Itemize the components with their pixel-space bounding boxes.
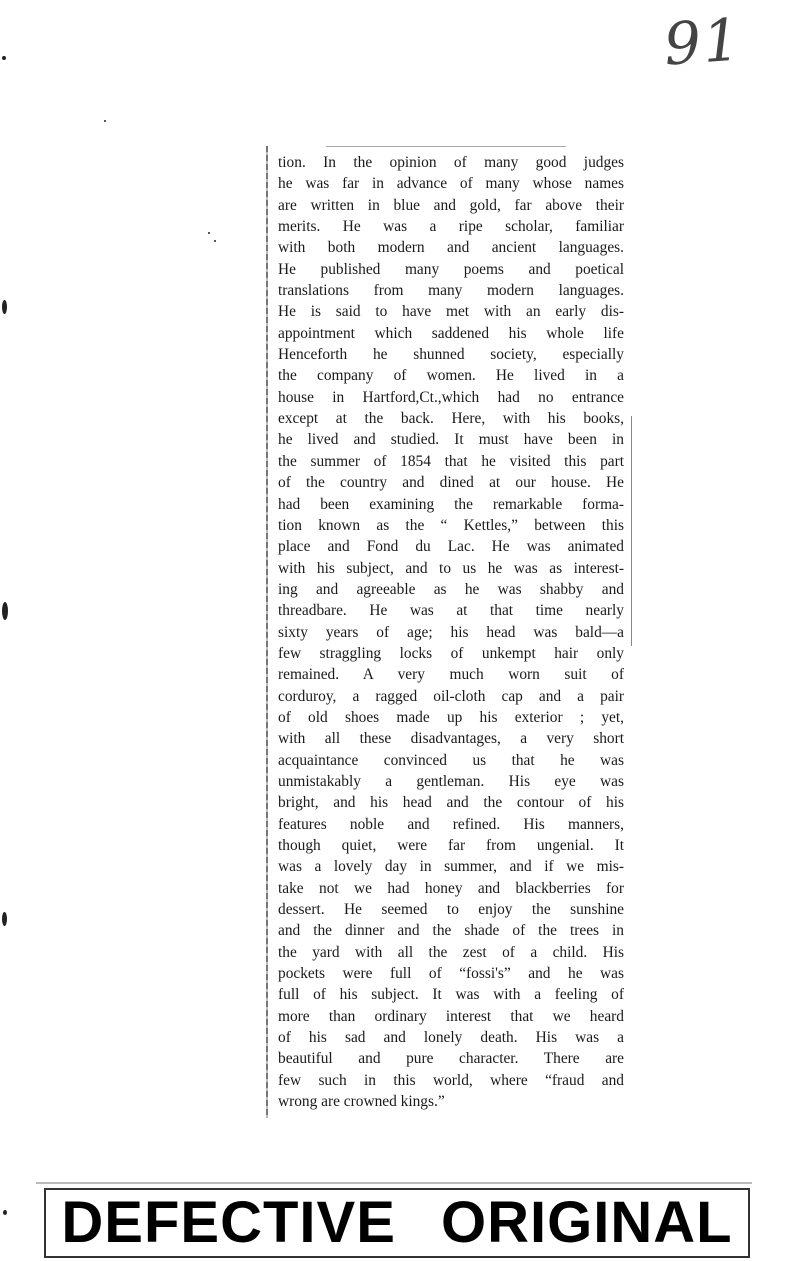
article-line: the yard with all the zest of a child. His <box>278 943 624 961</box>
article-line: unmistakably a gentleman. His eye was <box>278 772 624 790</box>
scan-speck <box>2 912 7 926</box>
article-line: of the country and dined at our house. He <box>278 474 624 492</box>
defective-original-stamp <box>44 1188 750 1258</box>
scan-speck <box>214 240 216 242</box>
newspaper-clipping <box>266 146 632 1118</box>
article-line: He is said to have met with an early dis- <box>278 303 624 321</box>
article-line: sixty years of age; his head was bald—a <box>278 623 624 641</box>
article-line: features noble and refined. His manners, <box>278 815 624 833</box>
article-line: translations from many modern languages. <box>278 282 624 300</box>
article-line: acquaintance convinced us that he was <box>278 751 624 769</box>
article-line: ing and agreeable as he was shabby and <box>278 580 624 598</box>
scan-speck <box>3 1210 7 1215</box>
article-line: house in Hartford,Ct.,which had no entrance <box>278 388 624 406</box>
article-line: of old shoes made up his exterior ; yet, <box>278 708 624 726</box>
article-line: corduroy, a ragged oil-cloth cap and a pair <box>278 687 624 705</box>
article-line: full of his subject. It was with a feeling of <box>278 986 624 1004</box>
scan-speck <box>208 232 210 234</box>
article-line: place and Fond du Lac. He was animated <box>278 538 624 556</box>
article-line: few such in this world, where “fraud and <box>278 1071 624 1089</box>
article-line: of his sad and lonely death. His was a <box>278 1029 624 1047</box>
scan-speck <box>2 602 8 620</box>
article-line: with all these disadvantages, a very short <box>278 730 624 748</box>
article-line: except at the back. Here, with his books, <box>278 410 624 428</box>
article-line: he was far in advance of many whose names <box>278 175 624 193</box>
handwritten-page-number: 91 <box>661 5 745 79</box>
article-line: and the dinner and the shade of the trees in <box>278 922 624 940</box>
scan-speck <box>2 56 6 60</box>
article-line: remained. A very much worn suit of <box>278 666 624 684</box>
article-body <box>278 152 624 1112</box>
scan-speck <box>104 120 106 122</box>
article-line: the summer of 1854 that he visited this part <box>278 452 624 470</box>
article-line: merits. He was a ripe scholar, familiar <box>278 218 624 236</box>
stamp-label: DEFECTIVE ORIGINAL <box>61 1190 733 1255</box>
article-line: dessert. He seemed to enjoy the sunshine <box>278 901 624 919</box>
article-line: pockets were full of “fossi's” and he was <box>278 965 624 983</box>
article-line: tion. In the opinion of many good judges <box>278 154 624 171</box>
article-line: he lived and studied. It must have been in <box>278 431 624 449</box>
article-line: more than ordinary interest that we heard <box>278 1007 624 1025</box>
article-line: beautiful and pure character. There are <box>278 1050 624 1068</box>
article-line: with both modern and ancient languages. <box>278 239 624 257</box>
article-line: He published many poems and poetical <box>278 260 624 278</box>
stamp-top-rule <box>36 1182 752 1184</box>
article-line: threadbare. He was at that time nearly <box>278 602 624 620</box>
article-line: are written in blue and gold, far above their <box>278 196 624 214</box>
article-line: take not we had honey and blackberries for <box>278 879 624 897</box>
clipping-left-edge <box>266 146 268 1118</box>
article-line: the company of women. He lived in a <box>278 367 624 385</box>
article-line: with his subject, and to us he was as interest- <box>278 559 624 577</box>
clipping-right-edge <box>631 416 632 646</box>
article-line: appointment which saddened his whole life <box>278 324 624 342</box>
article-line: had been examining the remarkable forma- <box>278 495 624 513</box>
article-line: bright, and his head and the contour of his <box>278 794 624 812</box>
clipping-top-edge <box>326 146 566 147</box>
article-line: was a lovely day in summer, and if we mis- <box>278 858 624 876</box>
article-line: Henceforth he shunned society, especially <box>278 346 624 364</box>
article-line: though quiet, were far from ungenial. It <box>278 837 624 854</box>
article-line: wrong are crowned kings.” <box>278 1093 445 1111</box>
scan-speck <box>2 300 7 314</box>
article-line: few straggling locks of unkempt hair only <box>278 644 624 662</box>
article-line: tion known as the “ Kettles,” between this <box>278 516 624 534</box>
